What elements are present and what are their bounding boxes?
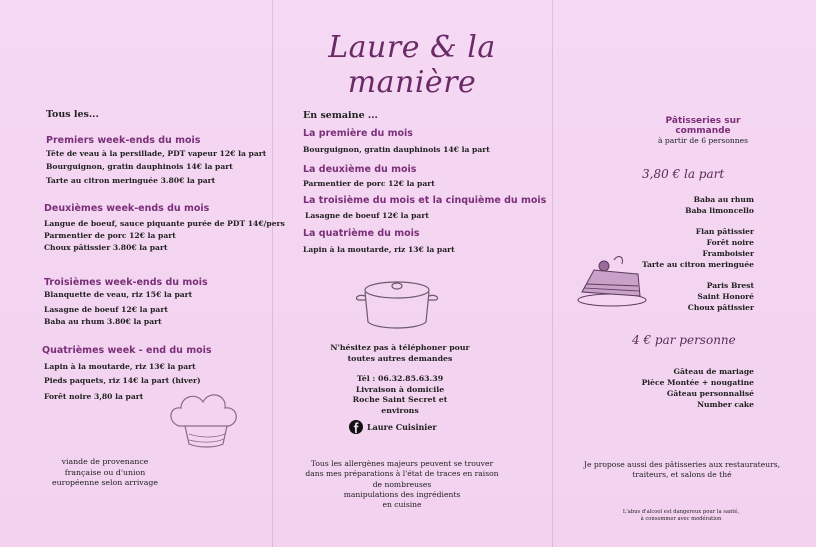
section-heading: Troisièmes week-ends du mois [44, 277, 208, 288]
note-line: dans mes préparations à l'état de traces en raison [305, 469, 499, 479]
note-line: Tous les allergènes majeurs peuvent se trouver [310, 459, 494, 468]
pastry-item: Paris Brest [706, 281, 754, 290]
menu-item: Lasagne de boeuf 12€ la part [44, 305, 168, 314]
note-line: viande de provenance [61, 457, 149, 466]
cake-item: Gâteau de mariage [673, 367, 754, 376]
cake-item: Pièce Montée + nougatine [641, 378, 754, 387]
right-panel [552, 0, 816, 547]
menu-item: Langue de boeuf, sauce piquante purée de PDT 14€/pers [44, 219, 285, 228]
note-line: toutes autres demandes [347, 353, 453, 363]
facebook-name: Laure Cuisinier [367, 422, 437, 432]
menu-item: Parmentier de porc 12€ la part [44, 231, 176, 240]
pastry-item: Choux pâtissier [687, 303, 754, 312]
cooking-pot-icon [352, 270, 442, 334]
facebook-icon [349, 420, 363, 434]
note-line: L'abus d'alcool est dangereux pour la santé, [622, 509, 740, 515]
note-line: de nombreuses [372, 479, 432, 489]
section-heading: La première du mois [303, 128, 413, 139]
menu-item: Blanquette de veau, riz 15€ la part [44, 290, 193, 299]
menu-item: Parmentier de porc 12€ la part [303, 179, 435, 188]
cake-item: Number cake [697, 400, 754, 409]
cake-slice-icon [574, 252, 658, 310]
price-per-part: 3,80 € la part [642, 167, 725, 181]
facebook-link[interactable] [349, 420, 437, 434]
pastry-sub: à partir de 6 personnes [657, 136, 749, 145]
note-line: en cuisine [382, 500, 422, 509]
pastry-item: Flan pâtissier [695, 227, 754, 236]
pastry-item: Forêt noire [706, 238, 754, 247]
note-line: traiteurs, et salons de thé [632, 470, 732, 480]
note-line: française ou d'union [64, 467, 146, 477]
note-line: européenne selon arrivage [52, 478, 158, 488]
section-heading: La troisième du mois et la cinquième du mois [303, 195, 547, 206]
menu-item: Lasagne de boeuf 12€ la part [305, 211, 429, 220]
menu-item: Bourguignon, gratin dauphinois 14€ la part [46, 162, 233, 171]
menu-item: Lapin à la moutarde, riz 13€ la part [44, 362, 196, 371]
alcohol-warning [606, 509, 756, 523]
note-line: Livraison à domicile [355, 384, 445, 394]
contact-block [330, 374, 470, 416]
note-line: à consommer avec modération [640, 516, 722, 523]
note-line: Roche Saint Secret et [352, 395, 448, 405]
phone-number[interactable]: Tél : 06.32.85.63.39 [356, 374, 444, 383]
allergen-note [302, 459, 502, 510]
pastry-item: Saint Honoré [697, 292, 754, 301]
brand-title: Laure & la manière [328, 30, 496, 100]
pastry-item: Framboisier [702, 249, 754, 258]
menu-item: Tarte au citron meringuée 3.80€ la part [46, 176, 216, 185]
chef-hat-icon [165, 388, 245, 454]
menu-item: Baba au rhum 3.80€ la part [44, 317, 162, 326]
call-note [330, 343, 470, 364]
menu-item: Forêt noire 3,80 la part [44, 392, 144, 401]
note-line: manipulations des ingrédients [343, 489, 461, 499]
professional-note [566, 460, 798, 481]
note-line: N'hésitez pas à téléphoner pour [330, 343, 470, 352]
menu-item: Pieds paquets, riz 14€ la part (hiver) [44, 376, 201, 385]
note-line: Je propose aussi des pâtisseries aux restaurateurs, [583, 460, 781, 469]
left-panel [0, 0, 285, 547]
middle-panel [272, 0, 552, 547]
section-heading: La quatrième du mois [303, 228, 420, 239]
section-heading: La deuxième du mois [303, 164, 417, 175]
cake-item: Gâteau personnalisé [666, 389, 754, 398]
menu-item: Tête de veau à la persillade, PDT vapeur 12€ la part [46, 149, 267, 158]
section-heading: Quatrièmes week - end du mois [42, 345, 212, 356]
pastry-heading: Pâtisseries sur commande [665, 116, 741, 136]
menu-item: Bourguignon, gratin dauphinois 14€ la part [303, 145, 490, 154]
meat-origin-note [40, 457, 170, 489]
price-per-person: 4 € par personne [632, 333, 736, 347]
menu-item: Choux pâtissier 3.80€ la part [44, 243, 168, 252]
section-heading: Premiers week-ends du mois [46, 135, 201, 146]
pastry-item: Baba au rhum [693, 195, 754, 204]
section-heading: Deuxièmes week-ends du mois [44, 203, 210, 214]
menu-item: Lapin à la moutarde, riz 13€ la part [303, 245, 455, 254]
note-line: environs [381, 405, 419, 415]
left-intro: Tous les... [46, 109, 99, 120]
middle-intro: En semaine ... [303, 110, 378, 121]
pastry-item: Baba limoncello [685, 206, 754, 215]
pastry-item: Tarte au citron meringuée [642, 260, 754, 269]
